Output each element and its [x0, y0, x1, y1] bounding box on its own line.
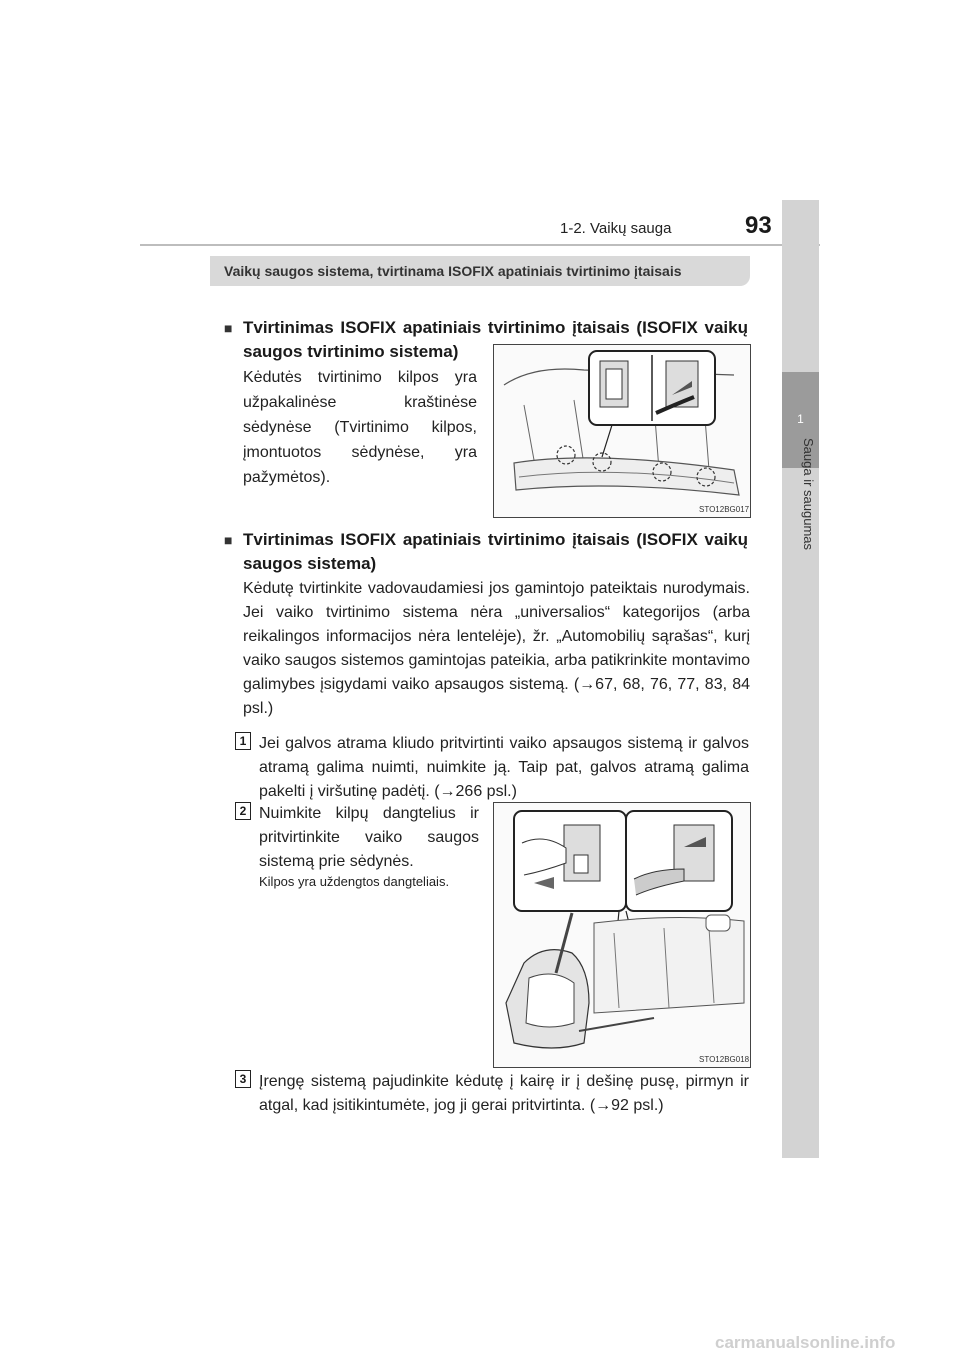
section2-body: Kėdutę tvirtinkite vadovaudamiesi jos gamintojo pateiktais nurodymais. Jei vaiko tvirtinimo sistema nėra „universalios“ kategorijos (arba reikalingos informacijos nėra lentelėje), žr. „Automobilių sąrašas“, kurį vaiko saugos sistemos gamintojas pateikia, arba patikrinkite montavimo galimybes įsigydami vaiko apsaugos sistemą. (→67, 68, 76, 77, 83, 84 psl.): [243, 580, 750, 717]
figure-seat-anchors: [493, 344, 751, 518]
header-rule: [140, 244, 820, 246]
section1-body: Kėdutės tvirtinimo kilpos yra užpakalinėse kraštinėse sėdynėse (Tvirtinimo kilpos, įmontuotos sėdynėse, yra pažymėtos).: [243, 369, 477, 486]
side-tab-label: Sauga ir saugumas: [801, 438, 816, 551]
step-number-1: 1: [235, 732, 251, 750]
step-2-note: Kilpos yra uždengtos dangteliais.: [259, 874, 450, 889]
step-2-text: Nuimkite kilpų dangtelius ir pritvirtinkite vaiko saugos sistemą prie sėdynės.: [259, 805, 479, 870]
child-seat-illustration: [494, 803, 750, 1067]
section-banner-title: Vaikų saugos sistema, tvirtinama ISOFIX apatiniais tvirtinimo įtaisais: [224, 263, 682, 279]
watermark: carmanualsonline.info: [715, 1333, 896, 1352]
side-tab-bar: [782, 200, 819, 1158]
page-number: 93: [745, 212, 772, 239]
step-number-2: 2: [235, 802, 251, 820]
step-3-text: Įrengę sistemą pajudinkite kėdutę į kairę ir į dešinę pusę, pirmyn ir atgal, kad įsitikintumėte, jog ji gerai pritvirtinta. (→92 psl.): [259, 1073, 749, 1114]
section2-title: Tvirtinimas ISOFIX apatiniais tvirtinimo įtaisais (ISOFIX vaikų saugos sistema): [243, 530, 748, 573]
step-1-text: Jei galvos atrama kliudo pritvirtinti vaiko apsaugos sistemą ir galvos atramą galima nuimti, nuimkite ją. Taip pat, galvos atramą galima pakelti į viršutinę padėtį. (→266 psl.): [259, 735, 749, 800]
figure-code-2: STO12BG018: [699, 1055, 750, 1064]
figure-code-1: STO12BG017: [699, 505, 750, 514]
chapter-heading: 1-2. Vaikų sauga: [560, 220, 672, 237]
bullet-icon: ■: [224, 320, 233, 336]
step-number-3: 3: [235, 1070, 251, 1088]
figure-child-seat-install: [493, 802, 751, 1068]
section1-title: Tvirtinimas ISOFIX apatiniais tvirtinimo įtaisais (ISOFIX vaikų saugos tvirtinimo sistema): [243, 318, 748, 361]
side-tab-number: 1: [797, 412, 804, 426]
seat-anchor-illustration: [494, 345, 750, 517]
bullet-icon: ■: [224, 532, 233, 548]
